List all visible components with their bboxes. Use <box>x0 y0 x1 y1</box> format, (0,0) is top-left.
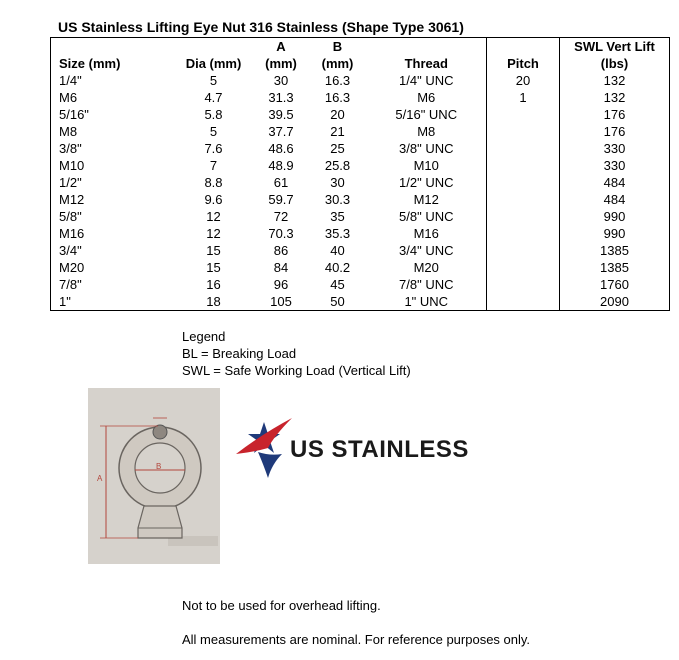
table-cell: 7/8" UNC <box>399 277 454 292</box>
table-cell: 1/4" UNC <box>399 73 454 88</box>
table-cell: 3/4" <box>51 242 174 259</box>
table-cell: (mm) <box>321 56 354 71</box>
legend-bl: BL = Breaking Load <box>182 346 297 361</box>
table-cell: Dia (mm) <box>185 56 242 71</box>
table-cell: 16.3 <box>324 90 351 105</box>
table-cell: SWL Vert Lift <box>560 38 670 56</box>
table-cell: 20 <box>487 72 560 89</box>
table-cell: A <box>254 38 309 56</box>
table-cell <box>487 225 560 242</box>
table-row <box>51 276 670 293</box>
table-cell: 7.6 <box>204 141 223 156</box>
table-cell <box>487 140 560 157</box>
table-cell <box>367 38 487 56</box>
table-cell: M16 <box>51 225 174 242</box>
table-cell: M10 <box>51 157 174 174</box>
table-cell: 30 <box>273 73 289 88</box>
table-cell: M16 <box>413 226 439 241</box>
table-cell: (mm) <box>265 56 297 71</box>
table-cell <box>51 38 174 56</box>
table-cell: 5/8" <box>51 208 174 225</box>
table-cell: M8 <box>417 124 436 139</box>
table-cell: 72 <box>273 209 289 224</box>
table-cell: 61 <box>273 175 289 190</box>
table-cell <box>487 174 560 191</box>
table-cell: 30.3 <box>324 192 351 207</box>
table-cell: M6 <box>51 89 174 106</box>
table-cell <box>487 191 560 208</box>
table-cell: 50 <box>309 293 367 311</box>
legend <box>182 328 411 379</box>
table-row <box>51 106 670 123</box>
table-cell: 5/16" <box>51 106 174 123</box>
logo-text: US STAINLESS <box>290 436 469 463</box>
table-cell: Thread <box>404 56 448 71</box>
table-cell: M20 <box>51 259 174 276</box>
table-cell <box>487 259 560 276</box>
table-cell <box>487 157 560 174</box>
table-cell: M8 <box>51 123 174 140</box>
table-cell: 176 <box>560 106 670 123</box>
table-cell: 40.2 <box>324 260 351 275</box>
table-cell: 176 <box>560 123 670 140</box>
table-cell <box>487 106 560 123</box>
table-cell: 15 <box>206 243 221 258</box>
table-cell: 31.3 <box>268 90 294 105</box>
table-cell: 1" <box>51 293 174 311</box>
table-cell: 990 <box>560 225 670 242</box>
table-cell <box>487 38 560 56</box>
table-cell: 30 <box>330 175 345 190</box>
table-cell: (lbs) <box>560 55 670 72</box>
table-row <box>51 157 670 174</box>
table-cell: 330 <box>560 140 670 157</box>
table-cell: 990 <box>560 208 670 225</box>
table-header-row <box>51 55 670 72</box>
table-cell: 484 <box>560 191 670 208</box>
table-cell: 25 <box>330 141 345 156</box>
table-header-row <box>51 38 670 56</box>
table-cell: 3/8" UNC <box>399 141 454 156</box>
table-cell <box>487 276 560 293</box>
table-cell: 37.7 <box>268 124 294 139</box>
page-title: US Stainless Lifting Eye Nut 316 Stainless (Shape Type 3061) <box>58 19 464 35</box>
table-row <box>51 123 670 140</box>
table-cell: 12 <box>206 226 221 241</box>
legend-swl: SWL = Safe Working Load (Vertical Lift) <box>182 363 411 378</box>
table-cell <box>487 293 560 311</box>
table-cell: M12 <box>413 192 439 207</box>
table-cell: 20 <box>330 107 345 122</box>
table-cell: 18 <box>174 293 254 311</box>
table-row <box>51 174 670 191</box>
table-cell: 21 <box>330 124 345 139</box>
table-cell: 5/8" UNC <box>399 209 454 224</box>
spec-table <box>50 37 670 311</box>
table-cell: 1/2" UNC <box>399 175 454 190</box>
dimension-a-label: A <box>97 474 103 483</box>
table-cell: 2090 <box>560 293 670 311</box>
table-row <box>51 225 670 242</box>
table-cell: 1760 <box>560 276 670 293</box>
eye-nut-diagram <box>88 388 220 564</box>
table-cell: 132 <box>560 72 670 89</box>
table-cell: Pitch <box>487 55 560 72</box>
table-cell: 39.5 <box>268 107 294 122</box>
table-cell: M12 <box>51 191 174 208</box>
table-cell: 25.8 <box>324 158 351 173</box>
table-cell: 4.7 <box>204 90 223 105</box>
table-cell: B <box>309 38 367 56</box>
overhead-warning: Not to be used for overhead lifting. <box>182 598 381 613</box>
table-cell: 105 <box>254 293 309 311</box>
dimension-b-label: B <box>156 462 162 471</box>
table-cell: 16 <box>206 277 221 292</box>
table-cell: 96 <box>273 277 289 292</box>
table-cell: 132 <box>560 89 670 106</box>
table-row <box>51 293 670 311</box>
table-cell: 86 <box>273 243 289 258</box>
table-cell: M20 <box>413 260 439 275</box>
table-cell: M10 <box>413 158 439 173</box>
table-row <box>51 242 670 259</box>
table-cell: 5 <box>209 73 218 88</box>
table-cell: 7/8" <box>51 276 174 293</box>
star-swoosh-icon <box>234 414 294 484</box>
table-cell: 45 <box>330 277 345 292</box>
table-cell <box>487 208 560 225</box>
table-row <box>51 191 670 208</box>
table-cell: 3/8" <box>51 140 174 157</box>
table-cell <box>487 242 560 259</box>
table-cell: 5 <box>209 124 218 139</box>
table-cell: 1385 <box>560 242 670 259</box>
table-cell: 16.3 <box>324 73 351 88</box>
table-cell: Size (mm) <box>51 55 174 72</box>
table-cell: M6 <box>417 90 436 105</box>
table-cell: 1 <box>487 89 560 106</box>
table-row <box>51 89 670 106</box>
table-row <box>51 72 670 89</box>
table-cell: 484 <box>560 174 670 191</box>
table-cell: 1385 <box>560 259 670 276</box>
table-cell: 1/2" <box>51 174 174 191</box>
table-cell: 70.3 <box>268 226 294 241</box>
table-row <box>51 140 670 157</box>
table-cell: 330 <box>560 157 670 174</box>
table-cell: 15 <box>206 260 221 275</box>
table-cell: 5/16" UNC <box>395 107 458 122</box>
eye-nut-drawing <box>88 388 220 564</box>
table-cell: 7 <box>209 158 218 173</box>
table-cell: 35.3 <box>324 226 351 241</box>
legend-heading: Legend <box>182 329 226 344</box>
table-cell: 1" UNC <box>367 293 487 311</box>
table-cell: 84 <box>273 260 289 275</box>
table-cell <box>487 123 560 140</box>
table-cell: 40 <box>330 243 345 258</box>
table-cell: 5.8 <box>204 107 223 122</box>
table-cell: 12 <box>206 209 221 224</box>
table-cell: 8.8 <box>204 175 223 190</box>
table-cell <box>174 38 254 56</box>
table-cell: 48.6 <box>268 141 294 156</box>
table-row <box>51 208 670 225</box>
nominal-note: All measurements are nominal. For reference purposes only. <box>182 632 531 647</box>
table-cell: 3/4" UNC <box>399 243 454 258</box>
table-cell: 48.9 <box>268 158 294 173</box>
table-cell: 9.6 <box>204 192 223 207</box>
table-cell: 59.7 <box>268 192 294 207</box>
table-row <box>51 259 670 276</box>
table-cell: 35 <box>330 209 345 224</box>
table-cell: 1/4" <box>51 72 174 89</box>
